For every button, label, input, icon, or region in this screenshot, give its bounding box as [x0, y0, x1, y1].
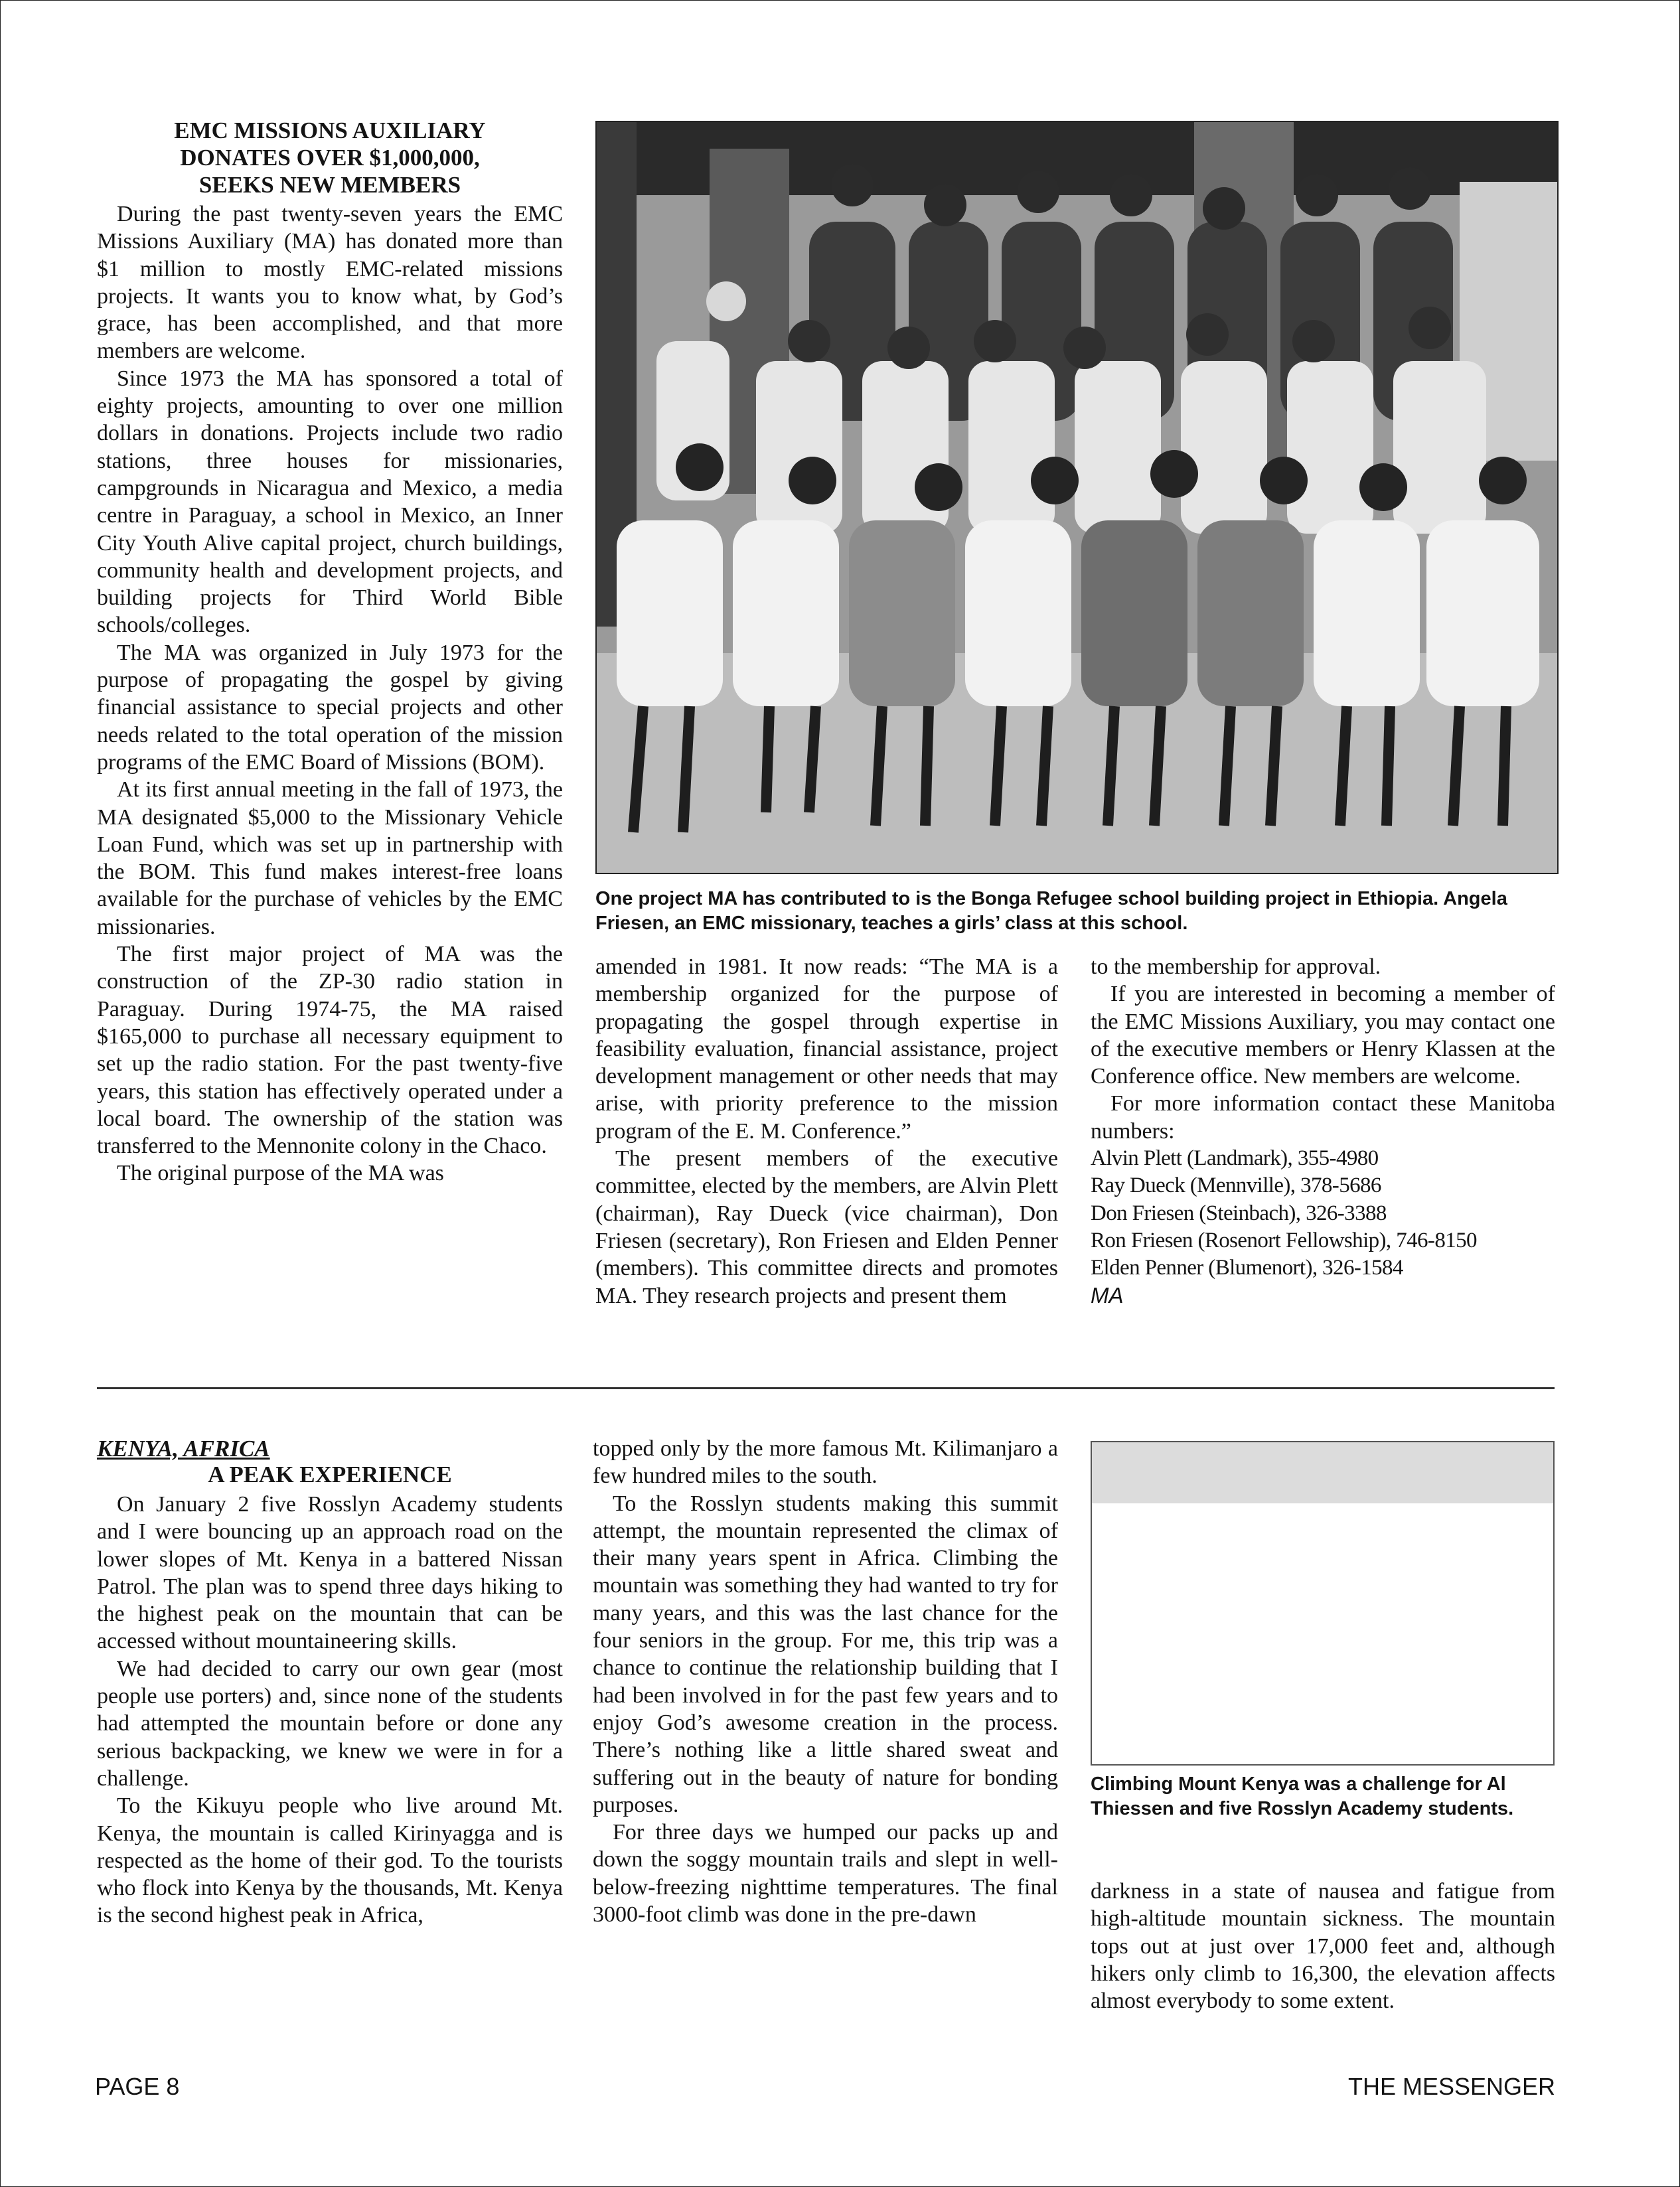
article1-column-3 — [1091, 953, 1555, 1309]
paragraph-continued: darkness in a state of nausea and fatigue from high-altitude mountain sickness. The mountain tops out at just over 17,000 feet and, although hikers only climb to 16,300, the elevation affects almost everybody to some extent. — [1091, 1879, 1555, 2014]
headline-line: EMC MISSIONS AUXILIARY — [174, 117, 486, 143]
mountain-photo-caption: Climbing Mount Kenya was a challenge for Al Thiessen and five Rosslyn Academy students. — [1091, 1773, 1514, 1819]
paragraph: For more information contact these Manitoba numbers: — [1091, 1091, 1555, 1144]
contact-entry: Ray Dueck (Mennville), 378-5686 — [1091, 1173, 1381, 1198]
paragraph: During the past twenty-seven years the EMC Missions Auxiliary (MA) has donated more than $1 million to mostly EMC-related missions projects. It wants you to know what, by God’s grace, has been accomplished, and that more members are welcome. — [97, 202, 563, 364]
article2-column-1 — [97, 1491, 563, 1929]
class-photo — [595, 121, 1559, 874]
paragraph-continued: to the membership for approval. — [1091, 954, 1381, 979]
paragraph: If you are interested in becoming a member of the EMC Missions Auxiliary, you may contact one of the executive members or Henry Klassen at the Conference office. New members are welcome. — [1091, 982, 1555, 1089]
paragraph-continued: topped only by the more famous Mt. Kilimanjaro a few hundred miles to the south. — [593, 1436, 1058, 1489]
paragraph: We had decided to carry our own gear (most people use porters) and, since none of the students had attempted the mountain before or done any serious backpacking, we knew we were in for a challenge. — [97, 1656, 563, 1791]
headline-line: DONATES OVER $1,000,000, — [180, 145, 480, 171]
article2-column-3 — [1091, 1878, 1555, 2014]
headline-line: SEEKS NEW MEMBERS — [198, 172, 461, 198]
article-signoff: MA — [1091, 1282, 1124, 1308]
paragraph: The present members of the executive committee, elected by the members, are Alvin Plett (chairman), Ray Dueck (vice chairman), Don Friesen (secretary), Ron Friesen and Elden Penner (members). This committee directs and promotes MA. They research projects and present them — [595, 1146, 1058, 1308]
contact-entry: Don Friesen (Steinbach), 326-3388 — [1091, 1201, 1387, 1225]
article2-kicker: KENYA, AFRICA — [97, 1436, 270, 1462]
article1-column-2 — [595, 953, 1058, 1310]
paragraph: The MA was organized in July 1973 for the purpose of propagating the gospel by giving financial assistance to special projects and other needs related to the total operation of the mission programs of the EMC Board of Missions (BOM). — [97, 640, 563, 775]
paragraph: Since 1973 the MA has sponsored a total of eighty projects, amounting to over one million dollars in donations. Projects include two radio stations, three houses for missionaries, campgrounds in Nicaragua and Mexico, a media centre in Paraguay, a school in Mexico, an Inner City Youth Alive capital project, church buildings, community health and development projects, and building projects for Third World Bible schools/colleges. — [97, 366, 563, 638]
contact-entry: Elden Penner (Blumenort), 326-1584 — [1091, 1256, 1403, 1280]
paragraph: To the Kikuyu people who live around Mt. Kenya, the mountain is called Kirinyagga and is respected as the home of their god. To the tourists who flock into Kenya by the thousands, Mt. Kenya is the second highest peak in Africa, — [97, 1793, 563, 1928]
article1-column-1 — [97, 200, 563, 1187]
article1-headline — [97, 117, 563, 198]
page-number: PAGE 8 — [95, 2073, 180, 2100]
publication-name: THE MESSENGER — [1347, 2073, 1555, 2100]
mountain-photo-sky — [1092, 1442, 1553, 1503]
class-photo-illustration — [597, 122, 1557, 873]
article2-heading — [97, 1435, 563, 1488]
paragraph: For three days we humped our packs up and down the soggy mountain trails and slept in well-below-freezing nighttime temperatures. The final 3000-foot climb was done in the pre-dawn — [593, 1820, 1058, 1927]
contact-entry: Ron Friesen (Rosenort Fellowship), 746-8150 — [1091, 1228, 1477, 1252]
class-photo-caption: One project MA has contributed to is the Bonga Refugee school building project in Ethiopia. Angela Friesen, an EMC missionary, teaches a girls’ class at this school. — [595, 888, 1507, 934]
paragraph: To the Rosslyn students making this summit attempt, the mountain represented the climax of their many years spent in Africa. Climbing the mountain was something they had wanted to try for many years, and this was the last chance for the four seniors in the group. For me, this trip was a chance to continue the relationship building that I had been involved in for the past few years and to enjoy God’s awesome creation in the process. There’s nothing like a little shared sweat and suffering out in the beauty of nature for bonding purposes. — [593, 1491, 1058, 1817]
paragraph: At its first annual meeting in the fall of 1973, the MA designated $5,000 to the Missionary Vehicle Loan Fund, which was set up in partnership with the BOM. This fund makes interest-free loans available for the purchase of vehicles by the EMC missionaries. — [97, 777, 563, 939]
paragraph: The first major project of MA was the construction of the ZP-30 radio station in Paraguay. During 1974-75, the MA raised $165,000 to purchase all necessary equipment to set up the radio station. For the past twenty-five years, this station has effectively operated under a local board. The ownership of the station was transferred to the Mennonite colony in the Chaco. — [97, 942, 563, 1159]
mountain-photo — [1091, 1441, 1555, 1766]
article2-column-2 — [593, 1435, 1058, 1928]
contact-entry: Alvin Plett (Landmark), 355-4980 — [1091, 1146, 1379, 1171]
article2-headline: A PEAK EXPERIENCE — [208, 1462, 452, 1487]
paragraph-continued: amended in 1981. It now reads: “The MA is a membership organized for the purpose of propagating the gospel through expertise in feasibility evaluation, financial assistance, project development management or other needs that may arise, with priority preference to the mission program of the E. M. Conference.” — [595, 954, 1058, 1144]
contact-list — [1091, 1145, 1555, 1282]
paragraph: The original purpose of the MA was — [117, 1161, 444, 1186]
paragraph: On January 2 five Rosslyn Academy students and I were bouncing up an approach road on the lower slopes of Mt. Kenya in a battered Nissan Patrol. The plan was to spend three days hiking to the highest peak on the mountain that can be accessed without mountaineering skills. — [97, 1492, 563, 1654]
section-divider — [97, 1387, 1555, 1389]
